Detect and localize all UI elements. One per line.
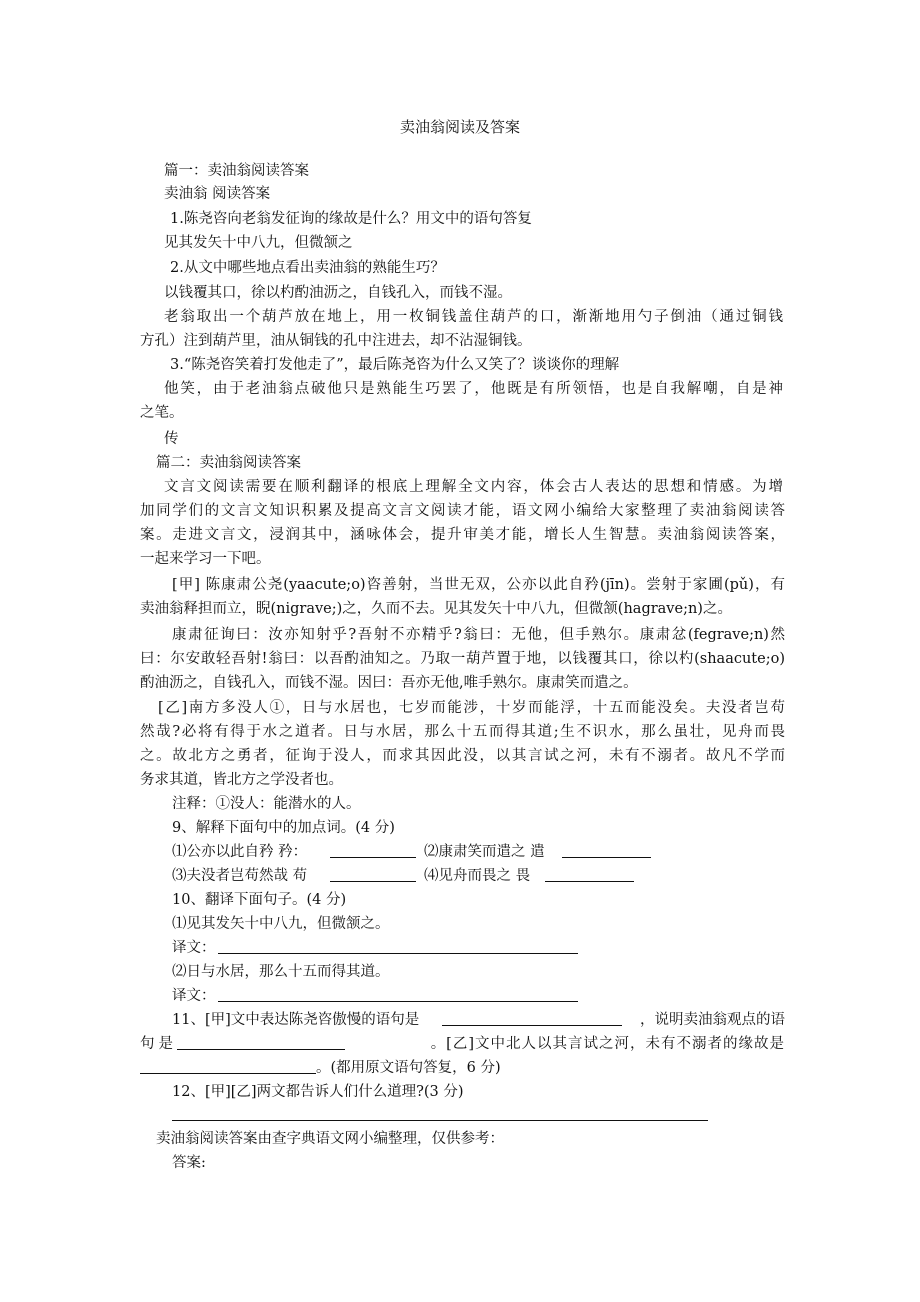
text-jia-line2: 卖油翁释担而立，睨(nigrave;)之，久而不去。见其发矢十中八九，但微颔(hagrave;n)之。 bbox=[140, 601, 732, 617]
blank-line bbox=[330, 881, 416, 882]
answer-label: 答案: bbox=[172, 1155, 206, 1171]
text-jia-line5: 酌油沥之，自钱孔入，而钱不湿。因曰：吾亦无他,唯手熟尔。康肃笑而遣之。 bbox=[140, 675, 638, 691]
intro-line1: 文言文阅读需要在顺利翻译的根底上理解全文内容，体会古人表达的思想和情感。为增 bbox=[164, 479, 783, 495]
intro-line3: 案。走进文言文，浸润其中，涵咏体会，提升审美才能，增长人生智慧。卖油翁阅读答案， bbox=[140, 527, 785, 543]
intro-line4: 一起来学习一下吧。 bbox=[140, 551, 271, 567]
blank-line bbox=[172, 1120, 708, 1121]
blank-line bbox=[545, 881, 634, 882]
question-3: 3.“陈尧咨笑着打发他走了”，最后陈尧咨为什么又笑了？谈谈你的理解 bbox=[170, 357, 620, 373]
text-yi-line3: 之。故北方之勇者，征询于没人，而求其因此没，以其言试之河，未有不溺者。故凡不学而 bbox=[140, 748, 785, 764]
footer-note: 卖油翁阅读答案由查字典语文网小编整理，仅供参考： bbox=[156, 1131, 504, 1147]
question-9-item2: ⑵康肃笑而遣之 遣 bbox=[424, 844, 545, 860]
question-1: 1.陈尧咨向老翁发征询的缘故是什么？用文中的语句答复 bbox=[170, 211, 532, 227]
question-10: 10、翻译下面句子。(4 分) bbox=[172, 892, 347, 908]
annotation-note: 注释：①没人：能潜水的人。 bbox=[172, 796, 361, 812]
question-9: 9、解释下面句中的加点词。(4 分) bbox=[172, 820, 395, 836]
question-10-item2: ⑵日与水居，那么十五而得其道。 bbox=[172, 964, 390, 980]
intro-line2: 加同学们的文言文知识积累及提高文言文阅读才能，语文网小编给大家整理了卖油翁阅读答 bbox=[140, 503, 785, 519]
question-2: 2.从文中哪些地点看出卖油翁的熟能生巧？ bbox=[170, 260, 445, 276]
question-11-part-d: 。[乙]文中北人以其言试之河，未有不溺者的缘故是 bbox=[430, 1036, 785, 1052]
question-10-item1: ⑴见其发矢十中八九，但微颔之。 bbox=[172, 916, 390, 932]
blank-line bbox=[177, 1049, 345, 1050]
blank-line bbox=[442, 1025, 622, 1026]
question-11-part-c: 句是 bbox=[140, 1036, 177, 1052]
question-9-item4: ⑷见舟而畏之 畏 bbox=[424, 868, 531, 884]
question-9-item1: ⑴公亦以此自矜 矜： bbox=[172, 844, 308, 860]
answer-1: 见其发矢十中八九，但微颔之 bbox=[164, 235, 353, 251]
answer-3-line1: 他笑，由于老油翁点破他只是熟能生巧罢了，他既是有所领悟，也是自我解嘲，自是神 bbox=[164, 381, 783, 397]
translation-label: 译文： bbox=[172, 988, 216, 1004]
answer-2b-line2: 方孔）注到葫芦里，油从铜钱的孔中注进去，却不沾湿铜钱。 bbox=[140, 333, 532, 349]
translation-label: 译文： bbox=[172, 940, 216, 956]
answer-2b-line1: 老翁取出一个葫芦放在地上，用一枚铜钱盖住葫芦的口，渐渐地用勺子倒油（通过铜钱 bbox=[164, 309, 783, 325]
text-jia-line3: 康肃征询曰：汝亦知射乎?吾射不亦精乎?翁曰：无他，但手熟尔。康肃忿(fegrave;n)然 bbox=[172, 627, 785, 643]
part1-subheading: 卖油翁 阅读答案 bbox=[164, 186, 271, 202]
question-11-part-b: ，说明卖油翁观点的语 bbox=[640, 1012, 785, 1028]
question-11-part-e: 。(都用原文语句答复，6 分) bbox=[316, 1060, 501, 1076]
text-yi-line1: [乙]南方多没人①，日与水居也，七岁而能涉，十岁而能浮，十五而能没矣。夫没者岂苟 bbox=[158, 700, 785, 716]
text-jia-line4: 曰：尔安敢轻吾射!翁曰：以吾酌油知之。乃取一葫芦置于地，以钱覆其口，徐以杓(shaacute;o) bbox=[140, 651, 785, 667]
text-yi-line2: 然哉?必将有得于水之道者。日与水居，那么十五而得其道;生不识水，那么虽壮，见舟而畏 bbox=[140, 724, 785, 740]
question-11-part-a: 11、[甲]文中表达陈尧咨傲慢的语句是 bbox=[172, 1012, 420, 1028]
blank-line bbox=[218, 953, 578, 954]
text-jia-line1: [甲] 陈康肃公尧(yaacute;o)咨善射，当世无双，公亦以此自矜(jīn)。尝射于家圃(pǔ)，有 bbox=[172, 577, 785, 593]
blank-line bbox=[140, 1073, 316, 1074]
answer-2a: 以钱覆其口，徐以杓酌油沥之，自钱孔入，而钱不湿。 bbox=[164, 285, 512, 301]
chuan-char: 传 bbox=[164, 431, 179, 447]
question-9-item3: ⑶夫没者岂苟然哉 苟 bbox=[172, 868, 308, 884]
blank-line bbox=[218, 1001, 578, 1002]
question-12: 12、[甲][乙]两文都告诉人们什么道理?(3 分) bbox=[172, 1084, 464, 1100]
answer-3-line2: 之笔。 bbox=[140, 405, 184, 421]
text-yi-line4: 务求其道，皆北方之学没者也。 bbox=[140, 772, 343, 788]
blank-line bbox=[330, 857, 416, 858]
blank-line bbox=[562, 857, 651, 858]
part1-heading: 篇一：卖油翁阅读答案 bbox=[164, 163, 309, 179]
part2-heading: 篇二：卖油翁阅读答案 bbox=[156, 455, 301, 471]
document-title: 卖油翁阅读及答案 bbox=[399, 118, 520, 136]
